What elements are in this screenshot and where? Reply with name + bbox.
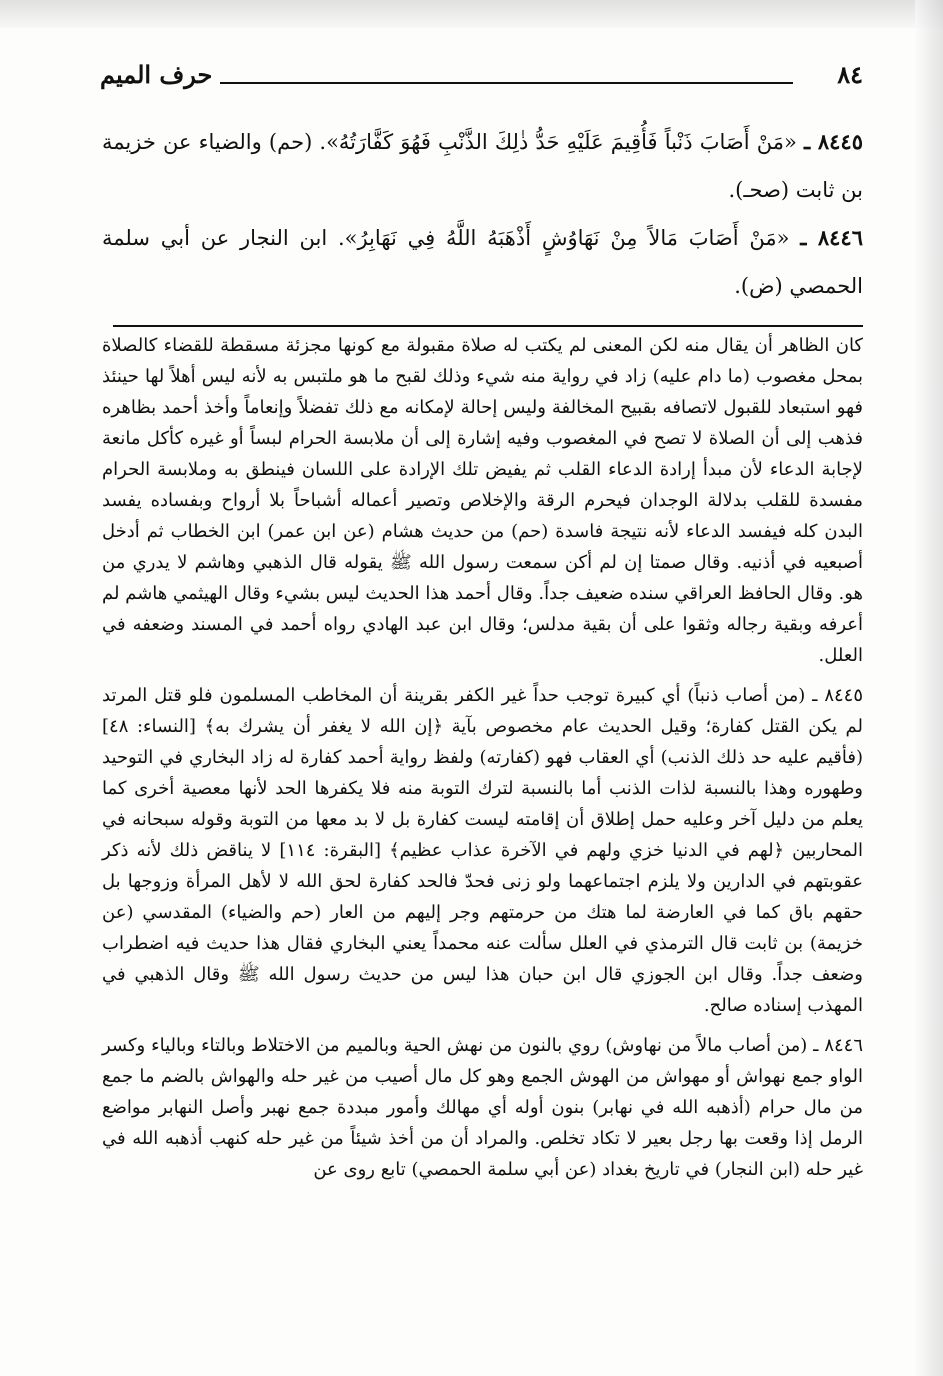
page-number: ٨٤ — [837, 60, 863, 89]
hadith-text: «مَنْ أَصَابَ ذَنْباً فَأُقِيمَ عَلَيْهِ حَدُّ ذٰلِكَ الذَّنْبِ فَهُوَ كَفَّارَتُهُ». (حم) والضياء عن خزيمة بن ثابت (صحـ). — [102, 130, 863, 202]
hadith-entry — [102, 118, 863, 214]
commentary-block — [102, 330, 863, 1194]
hadith-number: ٨٤٤٦ ـ — [800, 225, 863, 250]
header-rule — [220, 82, 793, 84]
hadith-number: ٨٤٤٥ ـ — [803, 129, 863, 154]
scan-shadow-top — [0, 0, 943, 28]
commentary-paragraph: ٨٤٤٥ ـ (من أصاب ذنباً) أي كبيرة توجب حداً غير الكفر بقرينة أن المخاطب المسلمون فلو قتل المرتد لم يكن القتل كفارة؛ وقيل الحديث عام مخصوص بآية ﴿إن الله لا يغفر أن يشرك به﴾ [النساء: ٤٨] (فأقيم عليه حد ذلك الذنب) أي العقاب فهو (كفارته) ولفظ رواية أحمد كفارة له زاد البخاري في التوحيد وطهوره وهذا بالنسبة لذات الذنب أما بالنسبة لترك التوبة منه فلا يكفرها الحد لأنها معصية أخرى كما يعلم من دليل آخر وعليه حمل إطلاق أن إقامته ليست كفارة بل لا بد معها من التوبة وقوله سبحانه في المحاربين ﴿لهم في الدنيا خزي ولهم في الآخرة عذاب عظيم﴾ [البقرة: ١١٤] لا يناقض ذلك لأنه ذكر عقوبتهم في الدارين ولا يلزم اجتماعهما ولو زنى فحدّ فالحد كفارة لحق الله لا لأهل المرأة وزوجها بل حقهم باق كما في العارضة لما هتك من حرمتهم وجر إليهم من العار (حم والضياء) المقدسي (عن خزيمة) بن ثابت قال الترمذي في العلل سألت عنه محمداً يعني البخاري فقال هذا حديث فيه اضطراب وضعف جداً. وقال ابن الجوزي قال ابن حبان هذا ليس من حديث رسول الله ﷺ وقال الذهبي في المهذب إسناده صالح. — [102, 685, 864, 1016]
hadith-entry — [102, 214, 863, 310]
scan-shadow-right — [915, 0, 943, 1376]
commentary-separator — [113, 325, 863, 327]
hadith-text: «مَنْ أَصَابَ مَالاً مِنْ نَهَاوُشٍ أَذْهَبَهُ اللَّهُ فِي نَهَابِرُ». ابن النجار عن أبي سلمة الحمصي (ض). — [102, 226, 863, 298]
running-title: حرف الميم — [100, 60, 213, 89]
commentary-paragraph: ٨٤٤٦ ـ (من أصاب مالاً من نهاوش) روي بالنون من نهش الحية وبالميم من الاختلاط وبالتاء وبالياء وكسر الواو جمع نهواش أو مهواش من الهوش الجمع وهو كل مال أصيب من غير حله والهواش بالضم ما جمع من مال حرام (أذهبه الله في نهابر) بنون أوله أي مهالك وأمور مبددة جمع نهبر وأصل النهابر مواضع الرمل إذا وقعت بها رجل بعير لا تكاد تخلص. والمراد أن من أخذ شيئاً من غير حله كنهب أذهبه الله في غير حله (ابن النجار) في تاريخ بغداد (عن أبي سلمة الحمصي) تابع روى عن — [102, 1035, 863, 1180]
hadith-text-block — [102, 118, 863, 310]
commentary-paragraph: كان الظاهر أن يقال منه لكن المعنى لم يكتب له صلاة مقبولة مع كونها مجزئة مسقطة للقضاء كالصلاة بمحل مغصوب (ما دام عليه) زاد في رواية منه شيء وذلك لقبح ما هو ملتبس به لأنه ليس أهلاً لها حينئذ فهو استبعاد للقبول لاتصافه بقبيح المخالفة وليس إحالة لإمكانه مع ذلك تفضلاً وإنعاماً وأخذ أحمد بظاهره فذهب إلى أن الصلاة لا تصح في المغصوب وفيه إشارة إلى أن ملابسة الحرام لبساً أو غيره كأكل مانعة لإجابة الدعاء لأن مبدأ إرادة الدعاء القلب ثم يفيض تلك الإرادة على اللسان فينطق به وملابسة الحرام مفسدة للقلب بدلالة الوجدان فيحرم الرقة والإخلاص وتصير أعماله أشباحاً بلا أرواح وبفساده يفسد البدن كله فيفسد الدعاء لأنه نتيجة فاسدة (حم) من حديث هشام (عن ابن عمر) ابن الخطاب ثم أدخل أصبعيه في أذنيه. وقال صمتا إن لم أكن سمعت رسول الله ﷺ يقوله قال الذهبي وهاشم لا يدري من هو. وقال الحافظ العراقي سنده ضعيف جداً. وقال أحمد هذا الحديث ليس بشيء وقال الهيثمي هاشم لم أعرفه وبقية رجاله وثقوا على أن بقية مدلس؛ وقال ابن عبد الهادي رواه أحمد في المسند وضعفه في العلل. — [102, 335, 863, 666]
page-header — [100, 58, 863, 98]
